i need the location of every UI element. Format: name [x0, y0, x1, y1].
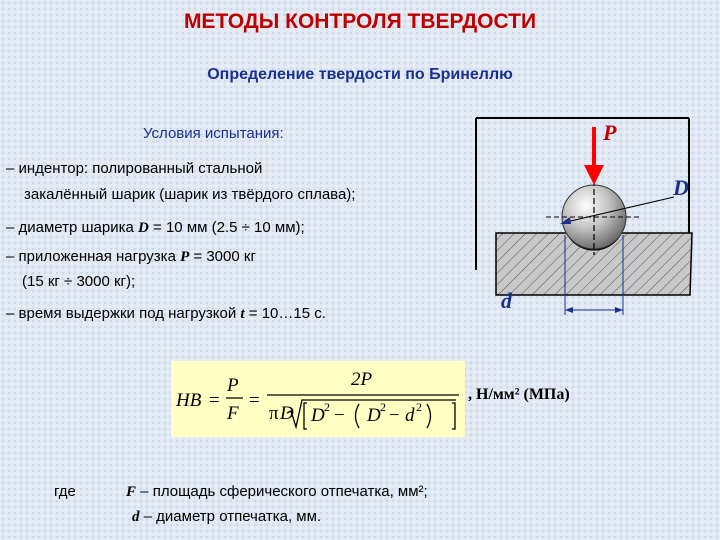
formula-unit: , Н/мм² (МПа): [468, 386, 570, 403]
formula-exp1: 2: [324, 400, 330, 414]
bracket-right-outer: [452, 403, 455, 429]
symbol-D: D: [138, 220, 149, 236]
formula-hb: HB: [176, 390, 202, 411]
condition-indenter-cont: [24, 186, 355, 203]
formula-eq2: =: [249, 390, 260, 411]
formula-numerator: 2P: [351, 369, 373, 390]
formula-d: d: [405, 405, 415, 426]
footnote-where: где: [54, 483, 76, 500]
formula-f: F: [227, 403, 239, 424]
page-title: МЕТОДЫ КОНТРОЛЯ ТВЕРДОСТИ: [183, 10, 537, 33]
footnote-diameter-text: – диаметр отпечатка, мм.: [139, 508, 322, 525]
dent-arrow-right: [615, 307, 623, 313]
dent-arrow-left: [565, 307, 573, 313]
condition-indenter-line2: закалённый шарик (шарик из твёрдого сплава);: [24, 186, 356, 203]
formula-D2: D: [311, 405, 325, 426]
brinell-formula-box: [171, 361, 465, 437]
page-subtitle: Определение твердости по Бринеллю: [207, 66, 513, 83]
symbol-F: F: [126, 484, 137, 500]
formula-D3: D: [367, 405, 381, 426]
condition-indenter: [6, 160, 262, 177]
condition-load-range: [22, 273, 135, 290]
formula-D1: D: [280, 403, 294, 424]
label-P: P: [603, 120, 617, 145]
symbol-t: t: [240, 306, 245, 322]
formula-exp3: 2: [416, 400, 422, 414]
footnote-area-definition: [126, 483, 428, 501]
label-D: D: [673, 175, 689, 200]
condition-ball-diameter-post: = 10 мм (2.5 ÷ 10 мм);: [148, 219, 305, 236]
brinell-formula: [171, 361, 465, 437]
footnote-diameter-definition: [132, 508, 321, 526]
condition-load-pre: – приложенная нагрузка: [6, 248, 181, 265]
bracket-left-outer: [304, 403, 307, 429]
load-arrow-head: [584, 165, 604, 185]
formula-p: P: [227, 375, 239, 396]
formula-minus2: −: [389, 405, 400, 426]
condition-hold-time: [6, 305, 326, 323]
paren-right: [427, 404, 431, 428]
formula-eq1: =: [209, 390, 220, 411]
footnote-area-text: – площадь сферического отпечатка, мм²;: [136, 483, 428, 500]
condition-indenter-line1: – индентор: полированный стальной: [6, 160, 263, 177]
condition-hold-time-post: = 10…15 с.: [244, 305, 326, 322]
formula-minus1: −: [334, 405, 345, 426]
formula-exp2: 2: [380, 400, 386, 414]
brinell-diagram: [474, 115, 720, 355]
conditions-heading: Условия испытания:: [143, 125, 284, 142]
formula-pi: π: [269, 403, 279, 424]
condition-load: [6, 248, 256, 266]
condition-load-range-text: (15 кг ÷ 3000 кг);: [22, 273, 136, 290]
condition-ball-diameter-pre: – диаметр шарика: [6, 219, 139, 236]
symbol-d: d: [132, 509, 140, 525]
label-d: d: [501, 288, 512, 313]
condition-hold-time-pre: – время выдержки под нагрузкой: [6, 305, 241, 322]
condition-load-post: = 3000 кг: [189, 248, 256, 265]
paren-left: [356, 404, 360, 428]
symbol-P: P: [180, 249, 190, 265]
condition-ball-diameter: [6, 219, 305, 237]
